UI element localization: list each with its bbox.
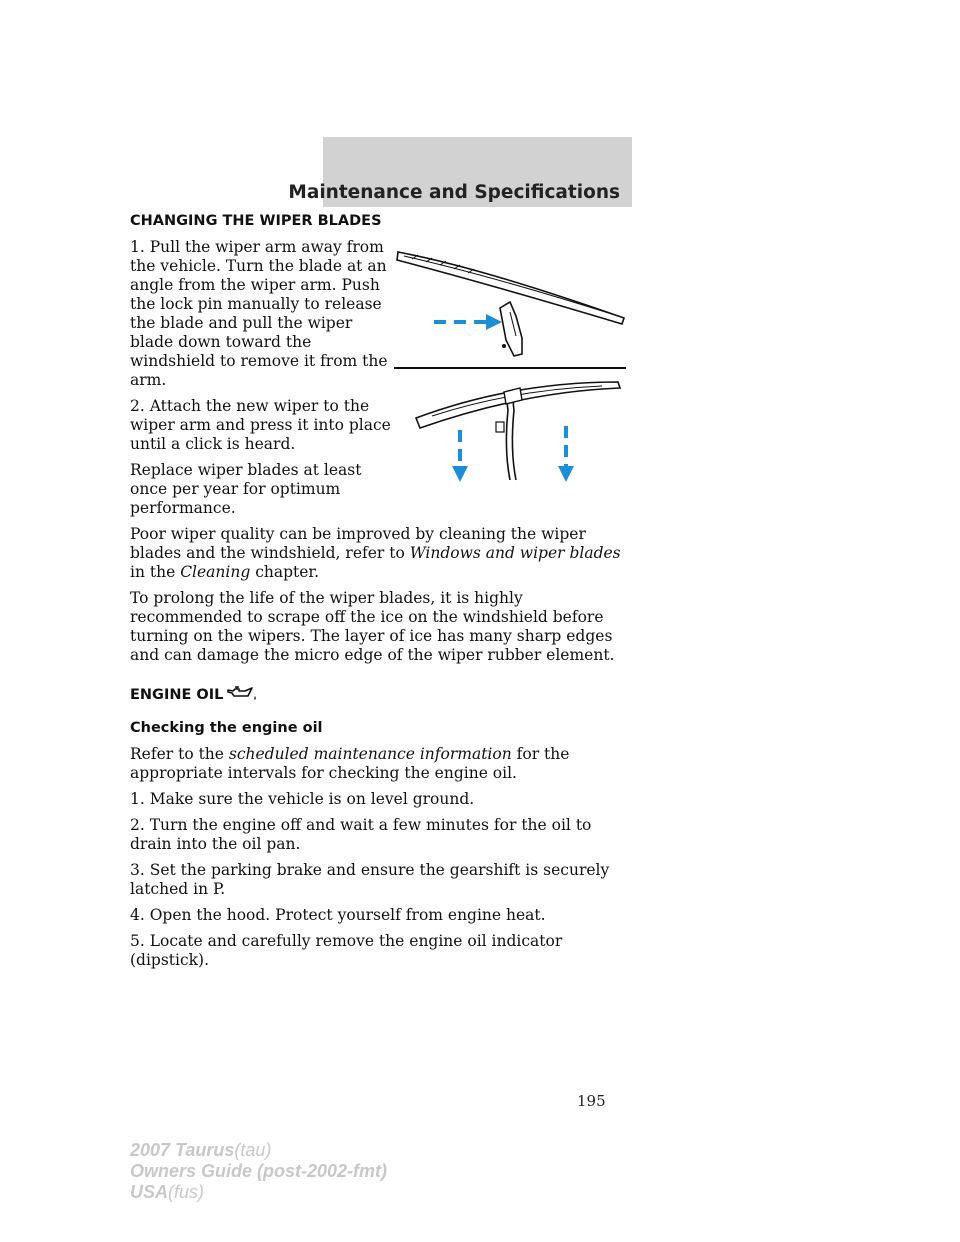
footer-guide: Owners Guide (post-2002-fmt) [130,1161,388,1181]
footer-region: USA [130,1182,169,1202]
page-number: 195 [577,1092,606,1110]
oil-step-3: 3. Set the parking brake and ensure the gearshift is securely latched in P. [130,861,610,898]
wiper-prolong-note: To prolong the life of the wiper blades, it is highly recommended to scrape off the ice on the windshield before turning on the wipers. The layer of ice has many sharp edges and can damage the micro edge of the wiper rubber element. [130,589,615,664]
wiper-attach-drawing [416,382,620,480]
push-lock-pin-arrow [434,314,502,330]
wiper-blade-illustration [392,250,632,495]
checking-oil-subheading: Checking the engine oil [130,720,323,736]
wiper-quality-note: Poor wiper quality can be improved by cleaning the wiper blades and the windshield, refer to Windows and wiper blades in the Cleaning chapter. [130,525,621,581]
oil-step-5: 5. Locate and carefully remove the engine oil indicator (dipstick). [130,932,563,969]
cleaning-ref: Cleaning [180,563,251,581]
document-footer [130,1140,387,1203]
scheduled-maintenance-ref: scheduled maintenance information [228,745,512,763]
oil-intro: Refer to the scheduled maintenance information for the appropriate intervals for checking the engine oil. [130,745,570,782]
oil-step-4: 4. Open the hood. Protect yourself from engine heat. [130,906,546,924]
wiper-step-2: 2. Attach the new wiper to the wiper arm and press it into place until a click is heard. [130,397,391,453]
section-title: Maintenance and Specifications [288,182,620,203]
wiper-replace-note: Replace wiper blades at least once per year for optimum performance. [130,461,362,517]
wiper-heading: CHANGING THE WIPER BLADES [130,213,382,229]
section-header [288,137,632,207]
footer-region-code: (fus) [168,1182,205,1202]
wiper-removal-drawing [397,252,624,356]
oil-can-icon [226,685,258,703]
footer-model-code: (tau) [234,1140,272,1160]
windows-wiper-ref: Windows and wiper blades [409,544,621,562]
engine-oil-heading: ENGINE OIL [130,685,635,705]
wiper-step-1: 1. Pull the wiper arm away from the vehicle. Turn the blade at an angle from the wiper arm. Push the lock pin manually to release the blade and pull the wiper blade down toward the windshield to remove it from the arm. [130,238,388,389]
footer-model: 2007 Taurus [130,1140,235,1160]
oil-step-1: 1. Make sure the vehicle is on level ground. [130,790,475,808]
oil-step-2: 2. Turn the engine off and wait a few minutes for the oil to drain into the oil pan. [130,816,592,853]
